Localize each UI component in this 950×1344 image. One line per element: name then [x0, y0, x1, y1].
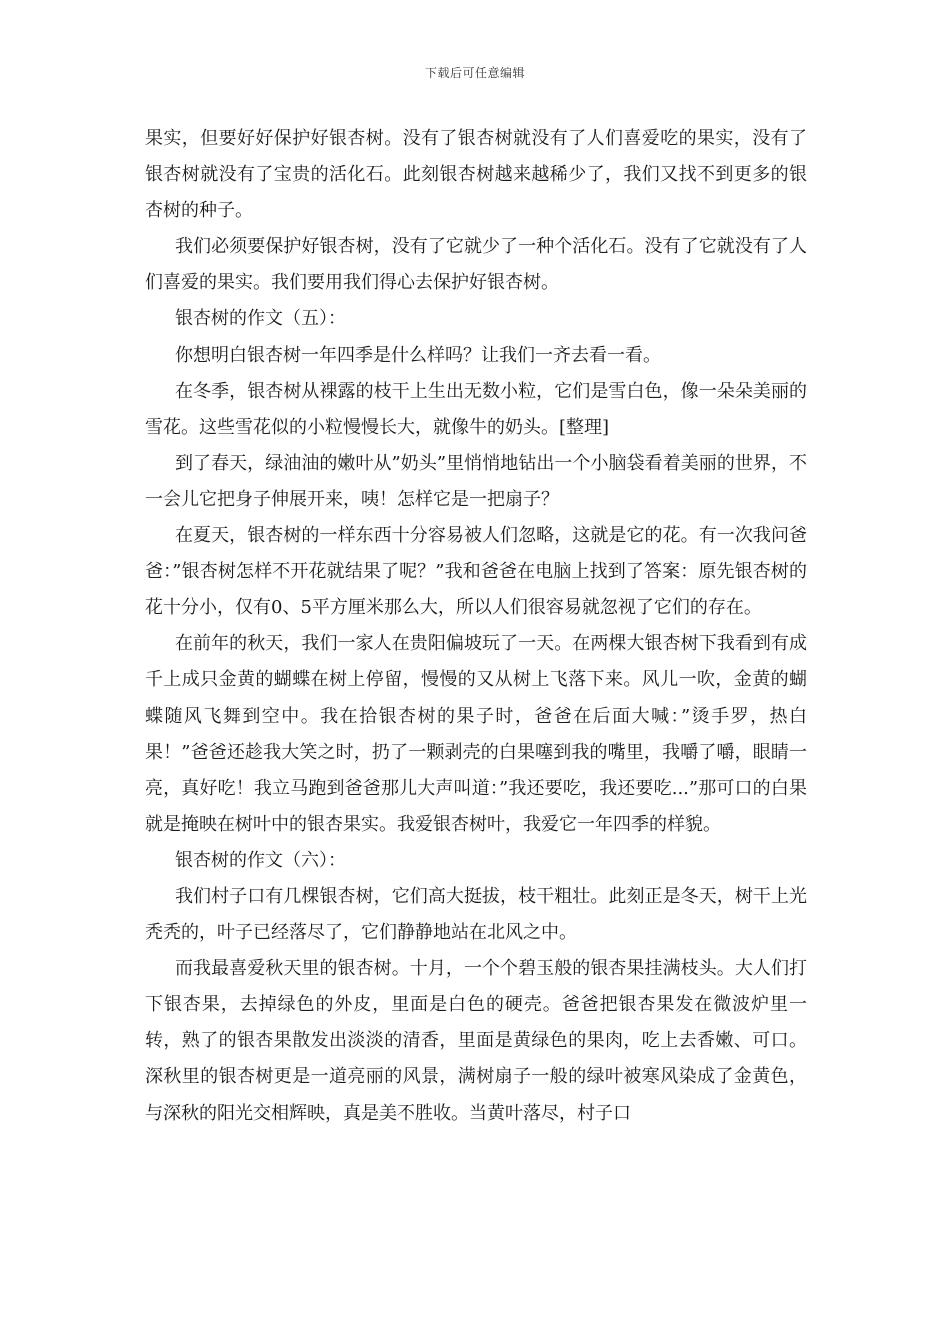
- paragraph-3: 你想明白银杏树一年四季是什么样吗？让我们一齐去看一看。: [175, 344, 661, 366]
- section-heading-5: 银杏树的作文（五）：: [175, 308, 346, 330]
- paragraph-7: 在前年的秋天，我们一家人在贵阳偏坡玩了一天。在两棵大银杏树下我看到有成千上成只金黄的蝴蝶在树上停留，慢慢的又从树上飞落下来。风儿一吹，金黄的蝴蝶随风飞舞到空中。我在拾银杏树的果子时，爸爸在后面大喊：”烫手罗，热白果！”爸爸还趁我大笑之时，扔了一颗剥壳的白果噻到我的嘴里，我嚼了嚼，眼睛一亮，真好吃！我立马跑到爸爸那儿大声叫道：”我还要吃，我还要吃...”那可口的白果就是掩映在树叶中的银杏果实。我爱银杏树叶，我爱它一年四季的样貌。: [145, 633, 807, 835]
- paragraph-4: 在冬季，银杏树从裸露的枝干上生出无数小粒，它们是雪白色，像一朵朵美丽的雪花。这些雪花似的小粒慢慢长大，就像牛的奶头。[整理]: [145, 380, 807, 438]
- paragraph-6: 在夏天，银杏树的一样东西十分容易被人们忽略，这就是它的花。有一次我问爸爸：”银杏树怎样不开花就结果了呢？”我和爸爸在电脑上找到了答案：原先银杏树的花十分小，仅有0、5平方厘米那么大，所以人们很容易就忽视了它们的存在。: [145, 525, 807, 619]
- paragraph-8: 我们村子口有几棵银杏树，它们高大挺拔，枝干粗壮。此刻正是冬天，树干上光秃秃的，叶子已经落尽了，它们静静地站在北风之中。: [145, 885, 807, 944]
- paragraph-2: 我们必须要保护好银杏树，没有了它就少了一种个活化石。没有了它就没有了人们喜爱的果实。我们要用我们得心去保护好银杏树。: [145, 236, 807, 294]
- paragraph-5: 到了春天，绿油油的嫩叶从”奶头”里悄悄地钻出一个小脑袋看着美丽的世界，不一会儿它把身子伸展开来，咦！怎样它是一把扇子？: [145, 452, 807, 510]
- page-header-note: 下载后可任意编辑: [424, 66, 525, 80]
- document-body: [145, 121, 807, 1132]
- paragraph-9: 而我最喜爱秋天里的银杏树。十月，一个个碧玉般的银杏果挂满枝头。大人们打下银杏果，去掉绿色的外皮，里面是白色的硬壳。爸爸把银杏果发在微波炉里一转，熟了的银杏果散发出淡淡的清香，里面是黄绿色的果肉，吃上去香嫩、可口。深秋里的银杏树更是一道亮丽的风景，满树扇子一般的绿叶被寒风染成了金黄色，与深秋的阳光交相辉映，真是美不胜收。当黄叶落尽，村子口: [145, 958, 807, 1124]
- section-heading-6: 银杏树的作文（六）：: [175, 849, 346, 871]
- paragraph-1: 果实，但要好好保护好银杏树。没有了银杏树就没有了人们喜爱吃的果实，没有了银杏树就没有了宝贵的活化石。此刻银杏树越来越稀少了，我们又找不到更多的银杏树的种子。: [145, 128, 807, 222]
